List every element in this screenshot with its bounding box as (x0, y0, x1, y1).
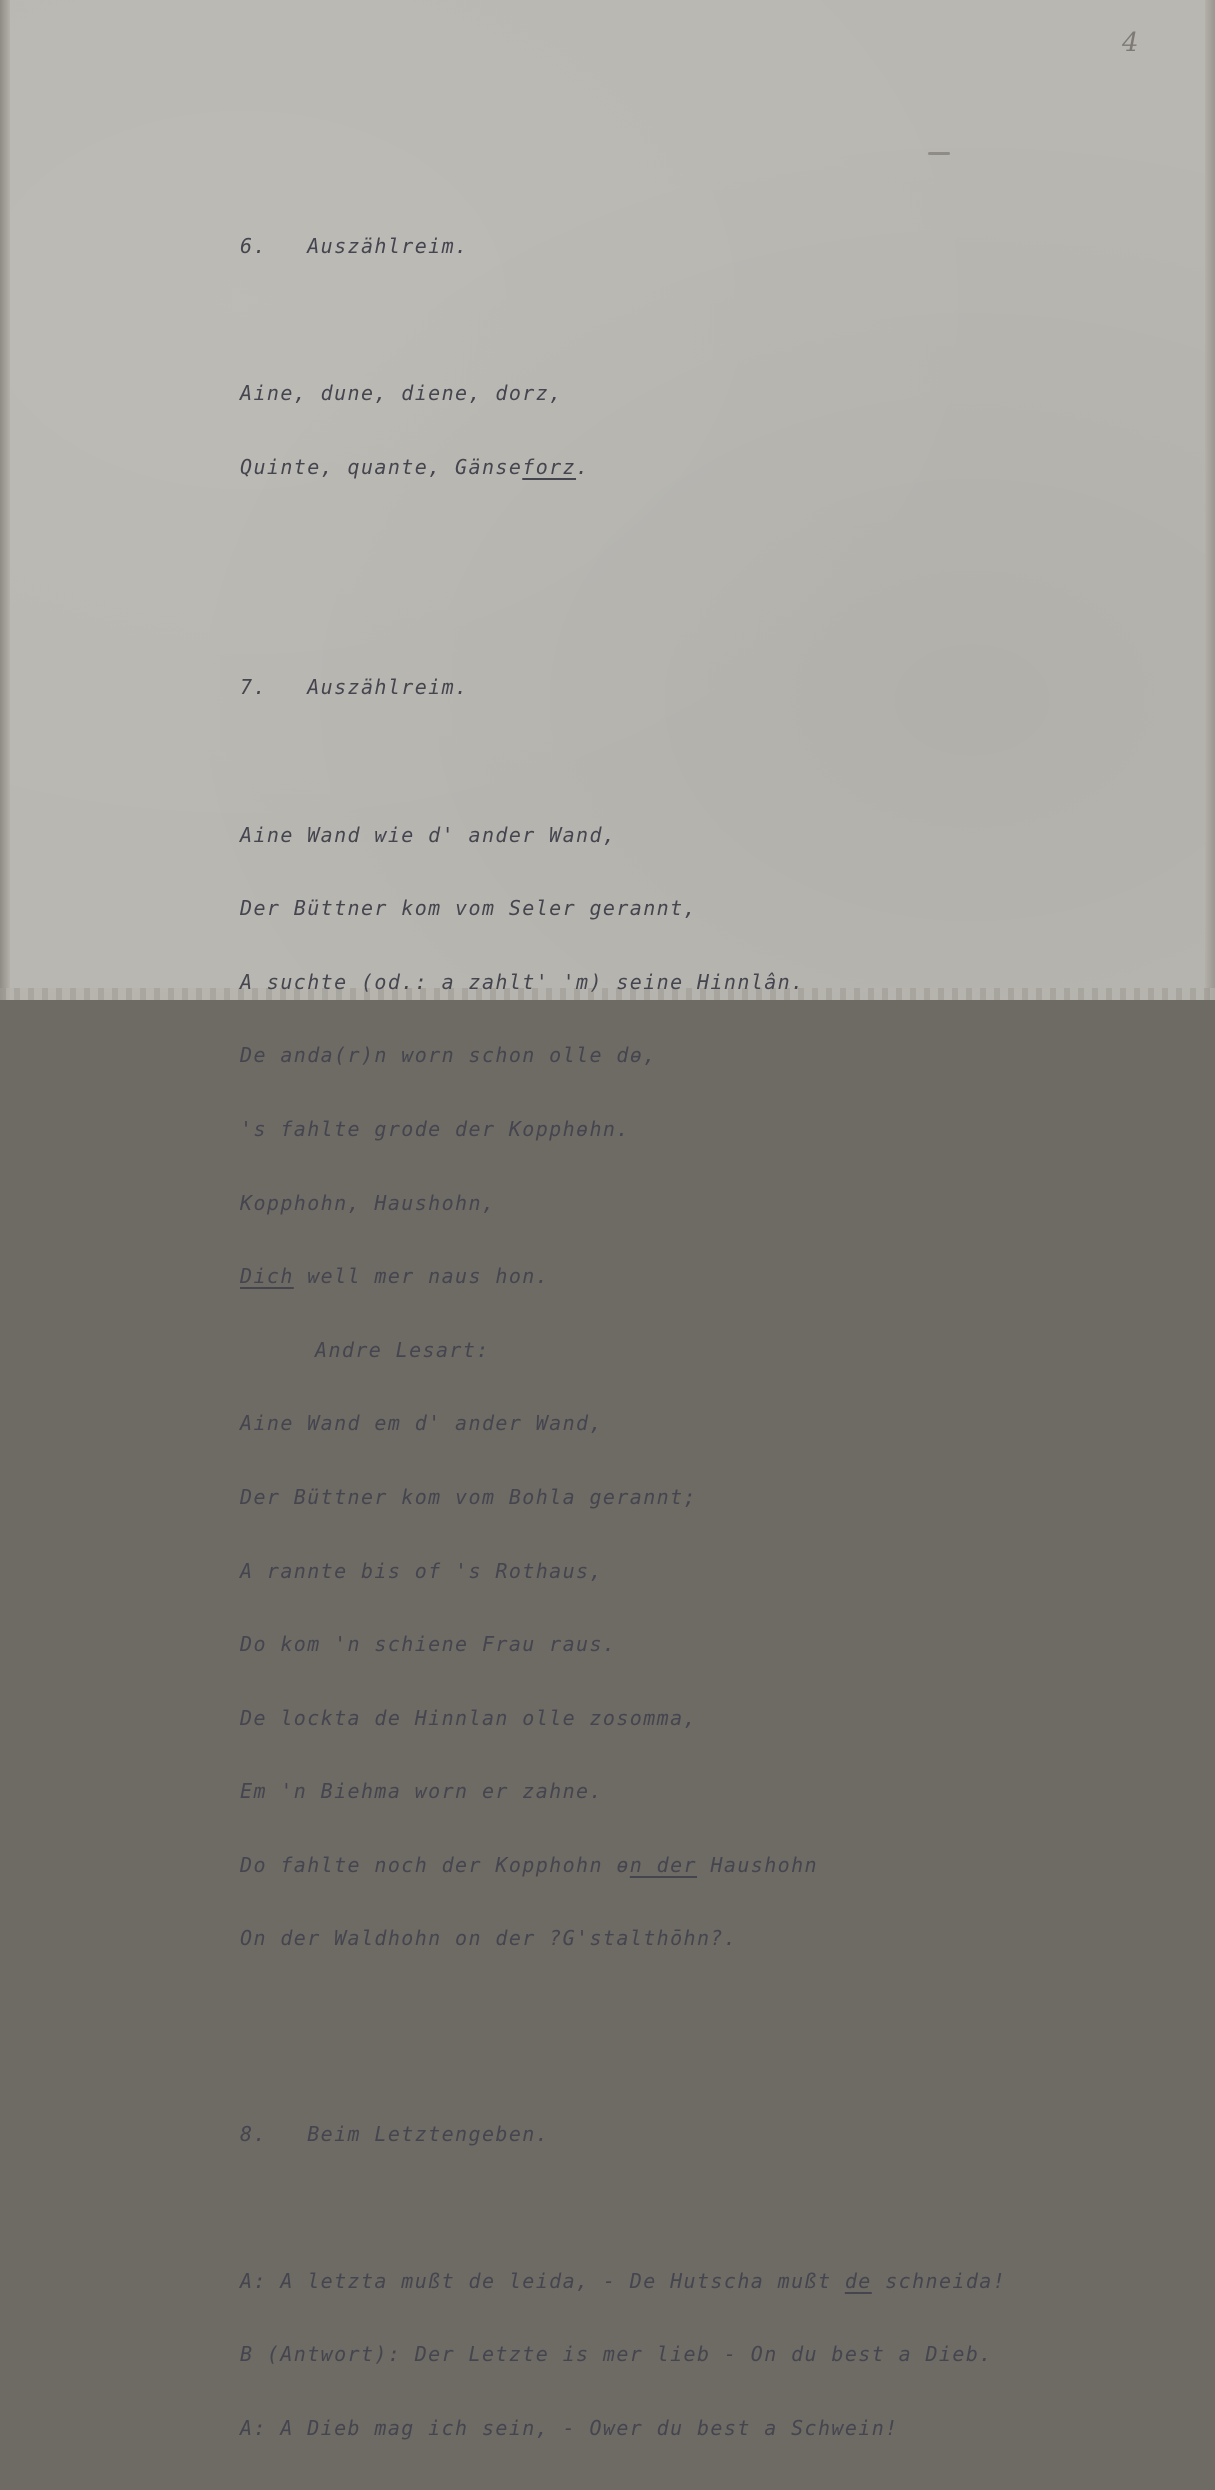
section-6-line-1: Aine, dune, diene, dorz, (240, 381, 563, 406)
section-8-line-1 (240, 2269, 1140, 2295)
section-6-line-2-end: . (576, 454, 590, 479)
section-7-line-3: A suchte (od.: a zahlt' 'm) seine Hinnlân. (240, 969, 805, 994)
alt-line-2: Der Büttner kom vom Bohla gerannt; (240, 1484, 697, 1509)
section-8-line-3: A: A Dieb mag ich sein, - Ower du best a Schwein! (240, 2416, 899, 2441)
section-8-heading: 8. Beim Letztengeben. (240, 2121, 550, 2146)
alt-line-7-start: Do fahlte noch der Kopphohn ө (240, 1852, 630, 1877)
alt-line-3: A rannte bis of 's Rothaus, (240, 1558, 603, 1583)
section-8-line-2: B (Antwort): Der Letzte is mer lieb - On du best a Dieb. (240, 2342, 993, 2367)
typed-text-body (240, 138, 1140, 2490)
underlined-word-forz: forz (522, 454, 577, 479)
section-6-line-2-start: Quinte, quante, Gänse (240, 454, 523, 479)
alternate-reading-label: Andre Lesart: (315, 1337, 490, 1362)
alt-line-8: On der Waldhohn on der ?G'stalthōhn?. (240, 1926, 738, 1951)
section-6-line-2 (240, 455, 1140, 481)
paper-right-edge (1205, 0, 1215, 1000)
section-7-line-4: De anda(r)n worn schon olle dө, (240, 1043, 657, 1068)
section-8-line-1-end: schneida! (871, 2268, 1007, 2293)
section-8-line-1-start: A: A letzta mußt de leida, - De Hutscha mußt (240, 2268, 845, 2293)
alt-line-1: Aine Wand em d' ander Wand, (240, 1411, 603, 1436)
section-7-line-7-rest: well mer naus hon. (293, 1264, 550, 1289)
alt-line-6: Em 'n Biehma worn er zahne. (240, 1779, 603, 1804)
alt-line-5: De lockta de Hinnlan olle zosomma, (240, 1705, 697, 1730)
alt-line-7-end: Haushohn (697, 1852, 818, 1877)
underlined-words-n-der: n der (629, 1852, 698, 1877)
page-number: 4 (1122, 28, 1139, 58)
section-6-heading: 6. Auszählreim. (240, 234, 469, 258)
underlined-word-de: de (844, 2268, 872, 2293)
paper-left-edge (0, 0, 10, 1000)
section-7-line-7 (240, 1264, 1140, 1290)
section-7-line-6: Kopphohn, Haushohn, (240, 1190, 496, 1215)
section-7-line-1: Aine Wand wie d' ander Wand, (240, 822, 617, 847)
section-7-line-2: Der Büttner kom vom Seler gerannt, (240, 896, 697, 921)
underlined-word-dich: Dich (240, 1264, 294, 1289)
section-7-heading: 7. Auszählreim. (240, 675, 469, 700)
section-7-line-5: 's fahlte grode der Kopphөhn. (240, 1116, 630, 1141)
alt-line-7 (240, 1853, 1140, 1879)
alt-line-4: Do kom 'n schiene Frau raus. (240, 1632, 617, 1657)
